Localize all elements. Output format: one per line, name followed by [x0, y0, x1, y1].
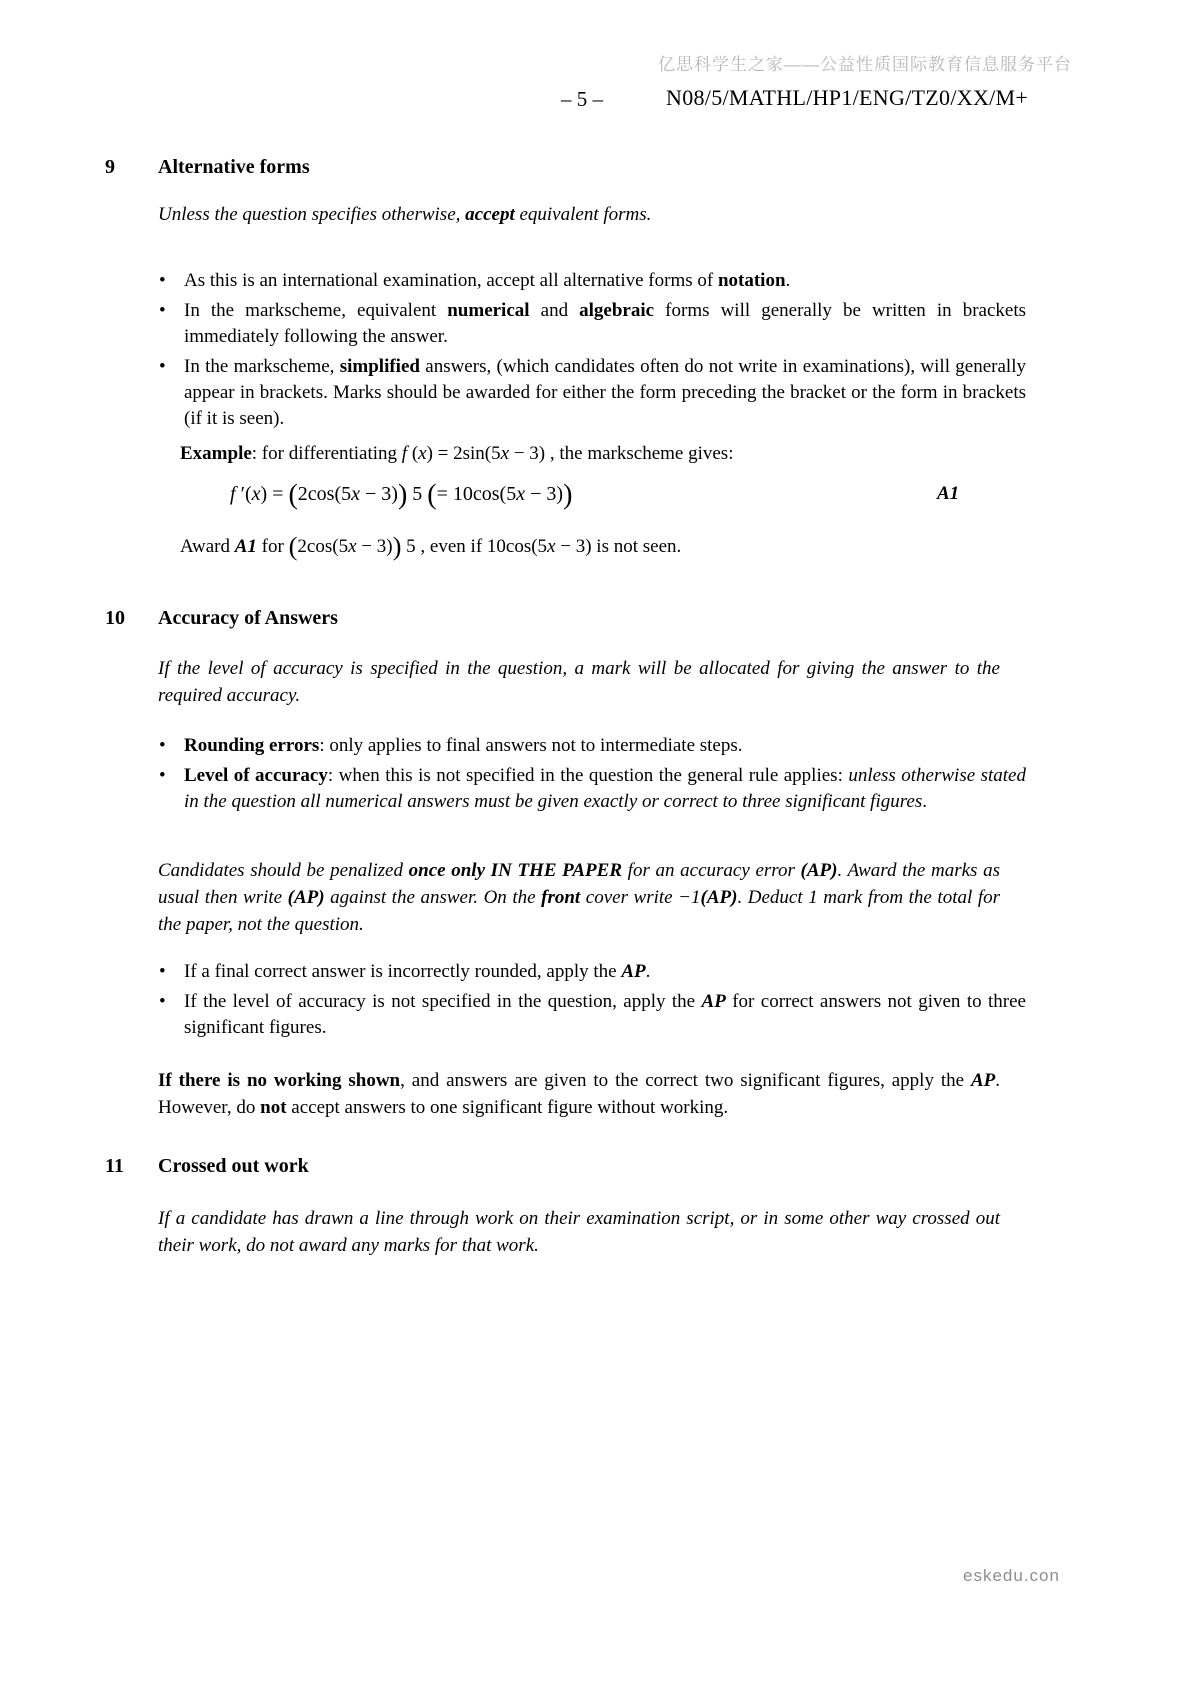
page-number: – 5 – [561, 87, 603, 111]
bullet-item: • Level of accuracy: when this is not specified in the question the general rule applies: unless otherwise stated in the question all numerical answers must be given exactly or correct to three significant figures. [184, 763, 1026, 815]
exam-code: N08/5/MATHL/HP1/ENG/TZ0/XX/M+ [666, 85, 1029, 110]
section-10-bullet-list [158, 733, 1026, 819]
section-10-number: 10 [105, 607, 125, 629]
section-9-title: Alternative forms [158, 156, 310, 178]
footer-watermark-text: eskedu.con [963, 1566, 1060, 1585]
bullet-item: • As this is an international examination, accept all alternative forms of notation. [184, 268, 1026, 294]
section-11-heading [105, 1153, 1105, 1179]
section-10-bullet-list-2 [158, 959, 1026, 1045]
section-11-title: Crossed out work [158, 1155, 309, 1177]
bullet-item: • In the markscheme, simplified answers, (which candidates often do not write in examinations), will generally appear in brackets. Marks should be awarded for either the form preceding the bracket or the form in brackets (if it is seen). [184, 354, 1026, 432]
equation-row [158, 477, 1000, 511]
derivative-equation: f ′(x) = (2cos(5x − 3)) 5 (= 10cos(5x − 3)) [230, 479, 573, 511]
award-line: Award A1 for (2cos(5x − 3)) 5 , even if 10cos(5x − 3) is not seen. [180, 531, 682, 562]
section-11-number: 11 [105, 1155, 124, 1177]
top-watermark-text: 亿思科学生之家——公益性质国际教育信息服务平台 [658, 55, 1072, 74]
example-line: Example: for differentiating f (x) = 2sin(5x − 3) , the markscheme gives: [180, 443, 734, 464]
bullet-item: • If a final correct answer is incorrectly rounded, apply the AP. [184, 959, 1026, 985]
section-10-heading [105, 605, 1105, 631]
bullet-item: • Rounding errors: only applies to final answers not to intermediate steps. [184, 733, 1026, 759]
bullet-item: • If the level of accuracy is not specified in the question, apply the AP for correct answers not given to three significant figures. [184, 989, 1026, 1041]
mark-label-A1: A1 [937, 483, 960, 504]
section-9-number: 9 [105, 156, 115, 178]
section-10-intro: If the level of accuracy is specified in the question, a mark will be allocated for giving the answer to the required accuracy. [158, 658, 1000, 706]
bullet-item: • In the markscheme, equivalent numerical and algebraic forms will generally be written in brackets immediately following the answer. [184, 298, 1026, 350]
section-10-title: Accuracy of Answers [158, 607, 338, 629]
section-11-intro: If a candidate has drawn a line through work on their examination script, or in some other way crossed out their work, do not award any marks for that work. [158, 1208, 1000, 1256]
no-working-paragraph: If there is no working shown, and answers are given to the correct two significant figures, apply the AP. However, do not accept answers to one significant figure without working. [158, 1070, 1000, 1118]
accuracy-penalty-paragraph: Candidates should be penalized once only IN THE PAPER for an accuracy error (AP). Award the marks as usual then write (AP) against the answer. On the front cover write −1(AP). Deduct 1 mark from the total for the paper, not the question. [158, 860, 1000, 935]
section-9-bullet-list [158, 268, 1026, 436]
section-9-intro: Unless the question specifies otherwise, accept equivalent forms. [158, 204, 652, 225]
section-9-heading [105, 154, 1105, 180]
